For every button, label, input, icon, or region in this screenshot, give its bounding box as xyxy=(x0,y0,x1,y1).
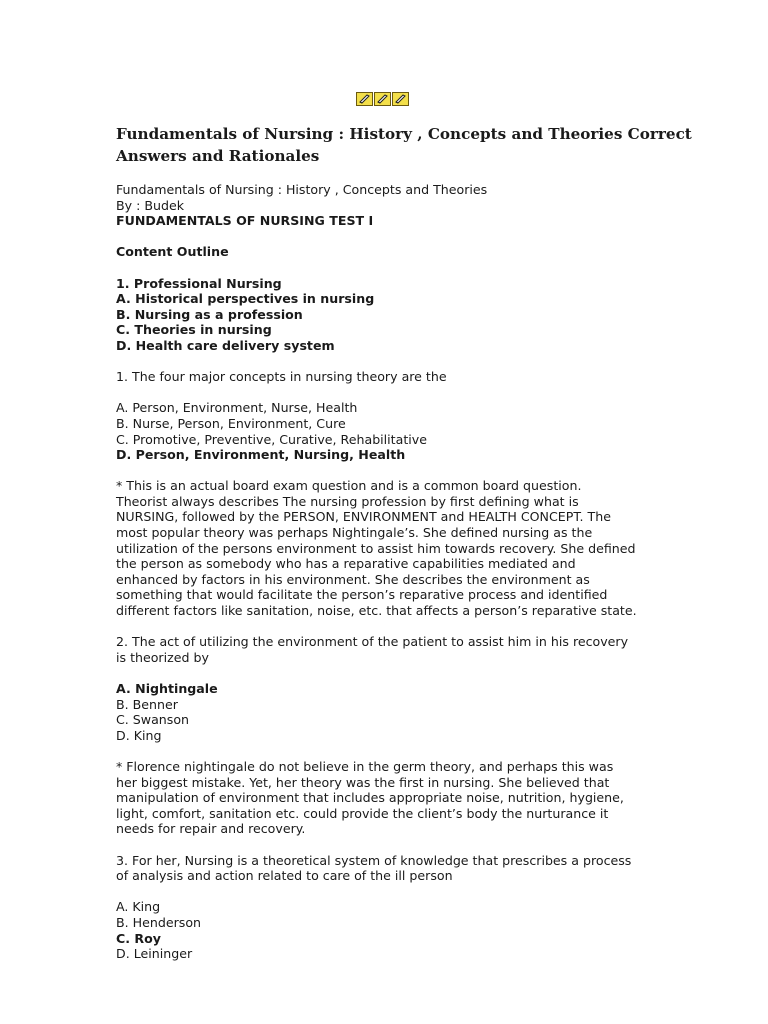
rationale-line: * Florence nightingale do not believe in the germ theory, and perhaps this was xyxy=(116,758,614,774)
rationale-line: needs for repair and recovery. xyxy=(116,821,306,837)
answer-option: A. Person, Environment, Nurse, Health xyxy=(116,400,358,416)
pencil-icon xyxy=(356,92,373,106)
rationale-line: the person as somebody who has a reparative capabilities mediated and xyxy=(116,556,576,572)
outline-item: 1. Professional Nursing xyxy=(116,275,282,291)
author-line: By : Budek xyxy=(116,197,184,213)
rationale-line: utilization of the persons environment to assist him towards recovery. She defined xyxy=(116,540,636,556)
outline-item: A. Historical perspectives in nursing xyxy=(116,291,375,307)
answer-option: B. Henderson xyxy=(116,914,202,930)
test-name: FUNDAMENTALS OF NURSING TEST I xyxy=(116,213,374,229)
rationale-line: manipulation of environment that includes appropriate noise, nutrition, hygiene, xyxy=(116,790,624,806)
question-stem: of analysis and action related to care of the ill person xyxy=(116,868,453,884)
rationale-line: different factors like sanitation, noise, etc. that affects a person’s reparative state. xyxy=(116,603,637,619)
answer-option: C. Swanson xyxy=(116,712,190,728)
correct-answer-option: D. Person, Environment, Nursing, Health xyxy=(116,447,406,463)
answer-option: B. Benner xyxy=(116,696,178,712)
rationale-line: NURSING, followed by the PERSON, ENVIRONMENT and HEALTH CONCEPT. The xyxy=(116,509,611,525)
answer-option: D. Leininger xyxy=(116,946,193,962)
outline-item: D. Health care delivery system xyxy=(116,337,335,353)
correct-answer-option: A. Nightingale xyxy=(116,681,218,696)
answer-option: C. Promotive, Preventive, Curative, Rehabilitative xyxy=(116,431,427,447)
decorative-icon-strip xyxy=(356,92,409,106)
rationale-line: her biggest mistake. Yet, her theory was the first in nursing. She believed that xyxy=(116,774,610,790)
document-body xyxy=(116,182,676,962)
rationale-line: light, comfort, sanitation etc. could provide the client’s body the nurturance it xyxy=(116,805,609,821)
question-stem: 1. The four major concepts in nursing theory are the xyxy=(116,369,447,385)
rationale-line: most popular theory was perhaps Nightingale’s. She defined nursing as the xyxy=(116,525,593,541)
document-subtitle: Fundamentals of Nursing : History , Concepts and Theories xyxy=(116,182,488,197)
rationale-line: * This is an actual board exam question and is a common board question. xyxy=(116,478,582,494)
correct-answer-option: C. Roy xyxy=(116,930,161,946)
question-stem: is theorized by xyxy=(116,649,209,665)
rationale-line: Theorist always describes The nursing profession by first defining what is xyxy=(116,493,579,509)
title-line: Fundamentals of Nursing : History , Concepts and Theories Correct xyxy=(116,125,692,143)
question-stem: 2. The act of utilizing the environment of the patient to assist him in his recovery xyxy=(116,634,629,650)
answer-option: A. King xyxy=(116,899,161,915)
question-stem: 3. For her, Nursing is a theoretical system of knowledge that prescribes a process xyxy=(116,852,632,868)
outline-item: C. Theories in nursing xyxy=(116,322,272,338)
answer-option: D. King xyxy=(116,727,162,743)
answer-option: B. Nurse, Person, Environment, Cure xyxy=(116,415,346,431)
rationale-line: something that would facilitate the person’s reparative process and identified xyxy=(116,587,608,603)
pencil-icon xyxy=(392,92,409,106)
document-title xyxy=(116,124,692,167)
title-line: Answers and Rationales xyxy=(116,146,320,165)
outline-heading: Content Outline xyxy=(116,244,229,260)
outline-item: B. Nursing as a profession xyxy=(116,306,303,322)
pencil-icon xyxy=(374,92,391,106)
rationale-line: enhanced by factors in his environment. She describes the environment as xyxy=(116,571,590,587)
